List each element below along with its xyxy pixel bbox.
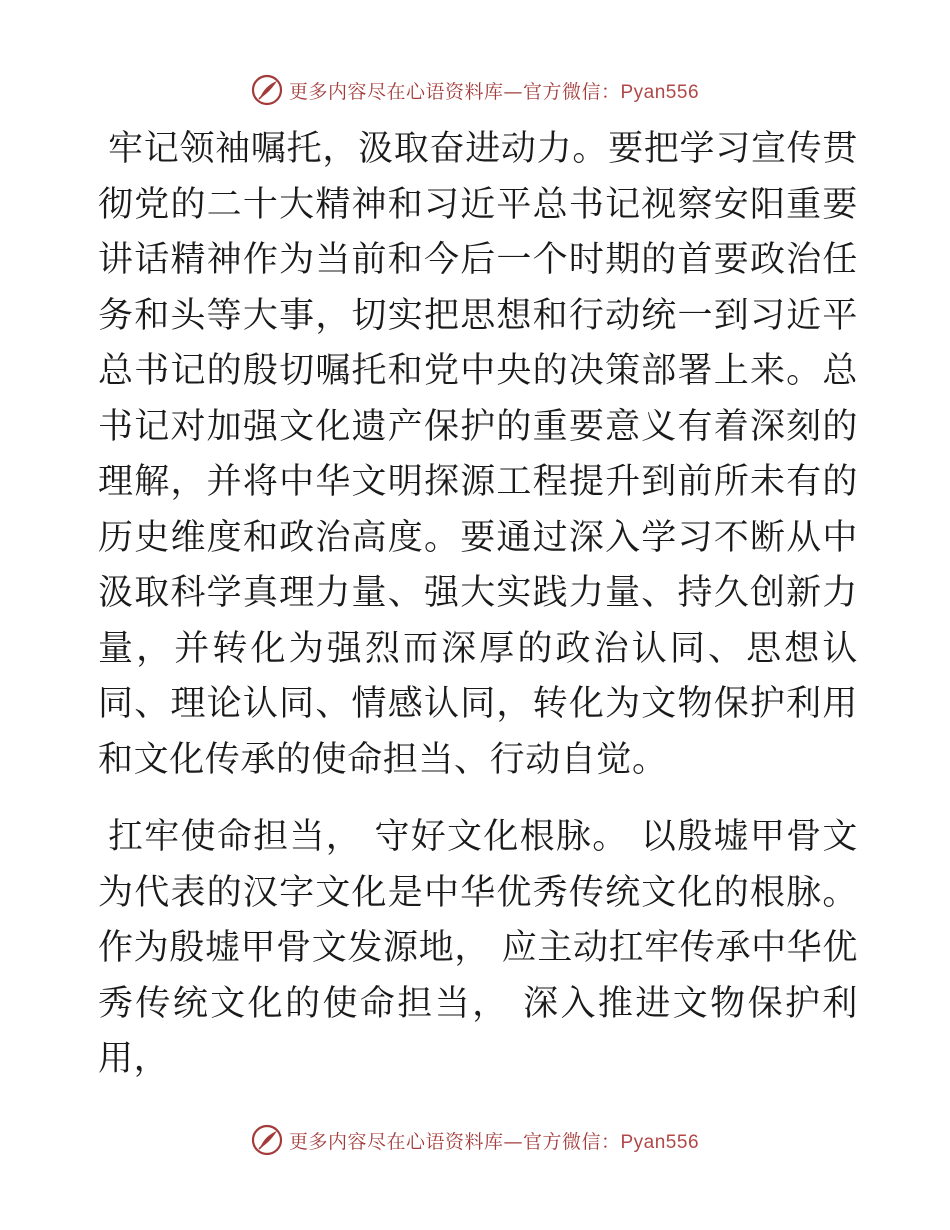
banner-wechat-handle: Pyan556 — [620, 1131, 700, 1153]
banner-text — [289, 77, 699, 104]
banner-label: 更多内容尽在心语资料库—官方微信： — [288, 80, 621, 103]
banner-label: 更多内容尽在心语资料库—官方微信： — [288, 1130, 621, 1153]
document-body — [98, 122, 858, 1088]
banner-text — [289, 1127, 699, 1154]
footer-banner — [0, 1120, 950, 1160]
banner-wechat-handle: Pyan556 — [620, 81, 700, 103]
header-banner — [0, 70, 950, 110]
quill-logo-icon — [251, 74, 283, 106]
paragraph-2: 扛牢使命担当， 守好文化根脉。 以殷墟甲骨文为代表的汉字文化是中华优秀传统文化的根脉。作为殷墟甲骨文发源地， 应主动扛牢传承中华优秀传统文化的使命担当， 深入推进文物保护利用， — [98, 817, 858, 1079]
paragraph-1: 牢记领袖嘱托，汲取奋进动力。要把学习宣传贯彻党的二十大精神和习近平总书记视察安阳重要讲话精神作为当前和今后一个时期的首要政治任务和头等大事，切实把思想和行动统一到习近平总书记的殷切嘱托和党中央的决策部署上来。总书记对加强文化遗产保护的重要意义有着深刻的理解，并将中华文明探源工程提升到前所未有的历史维度和政治高度。要通过深入学习不断从中汲取科学真理力量、强大实践力量、持久创新力量，并转化为强烈而深厚的政治认同、思想认同、理论认同、情感认同，转化为文物保护利用和文化传承的使命担当、行动自觉。 — [98, 129, 858, 780]
quill-logo-icon — [251, 1124, 283, 1156]
